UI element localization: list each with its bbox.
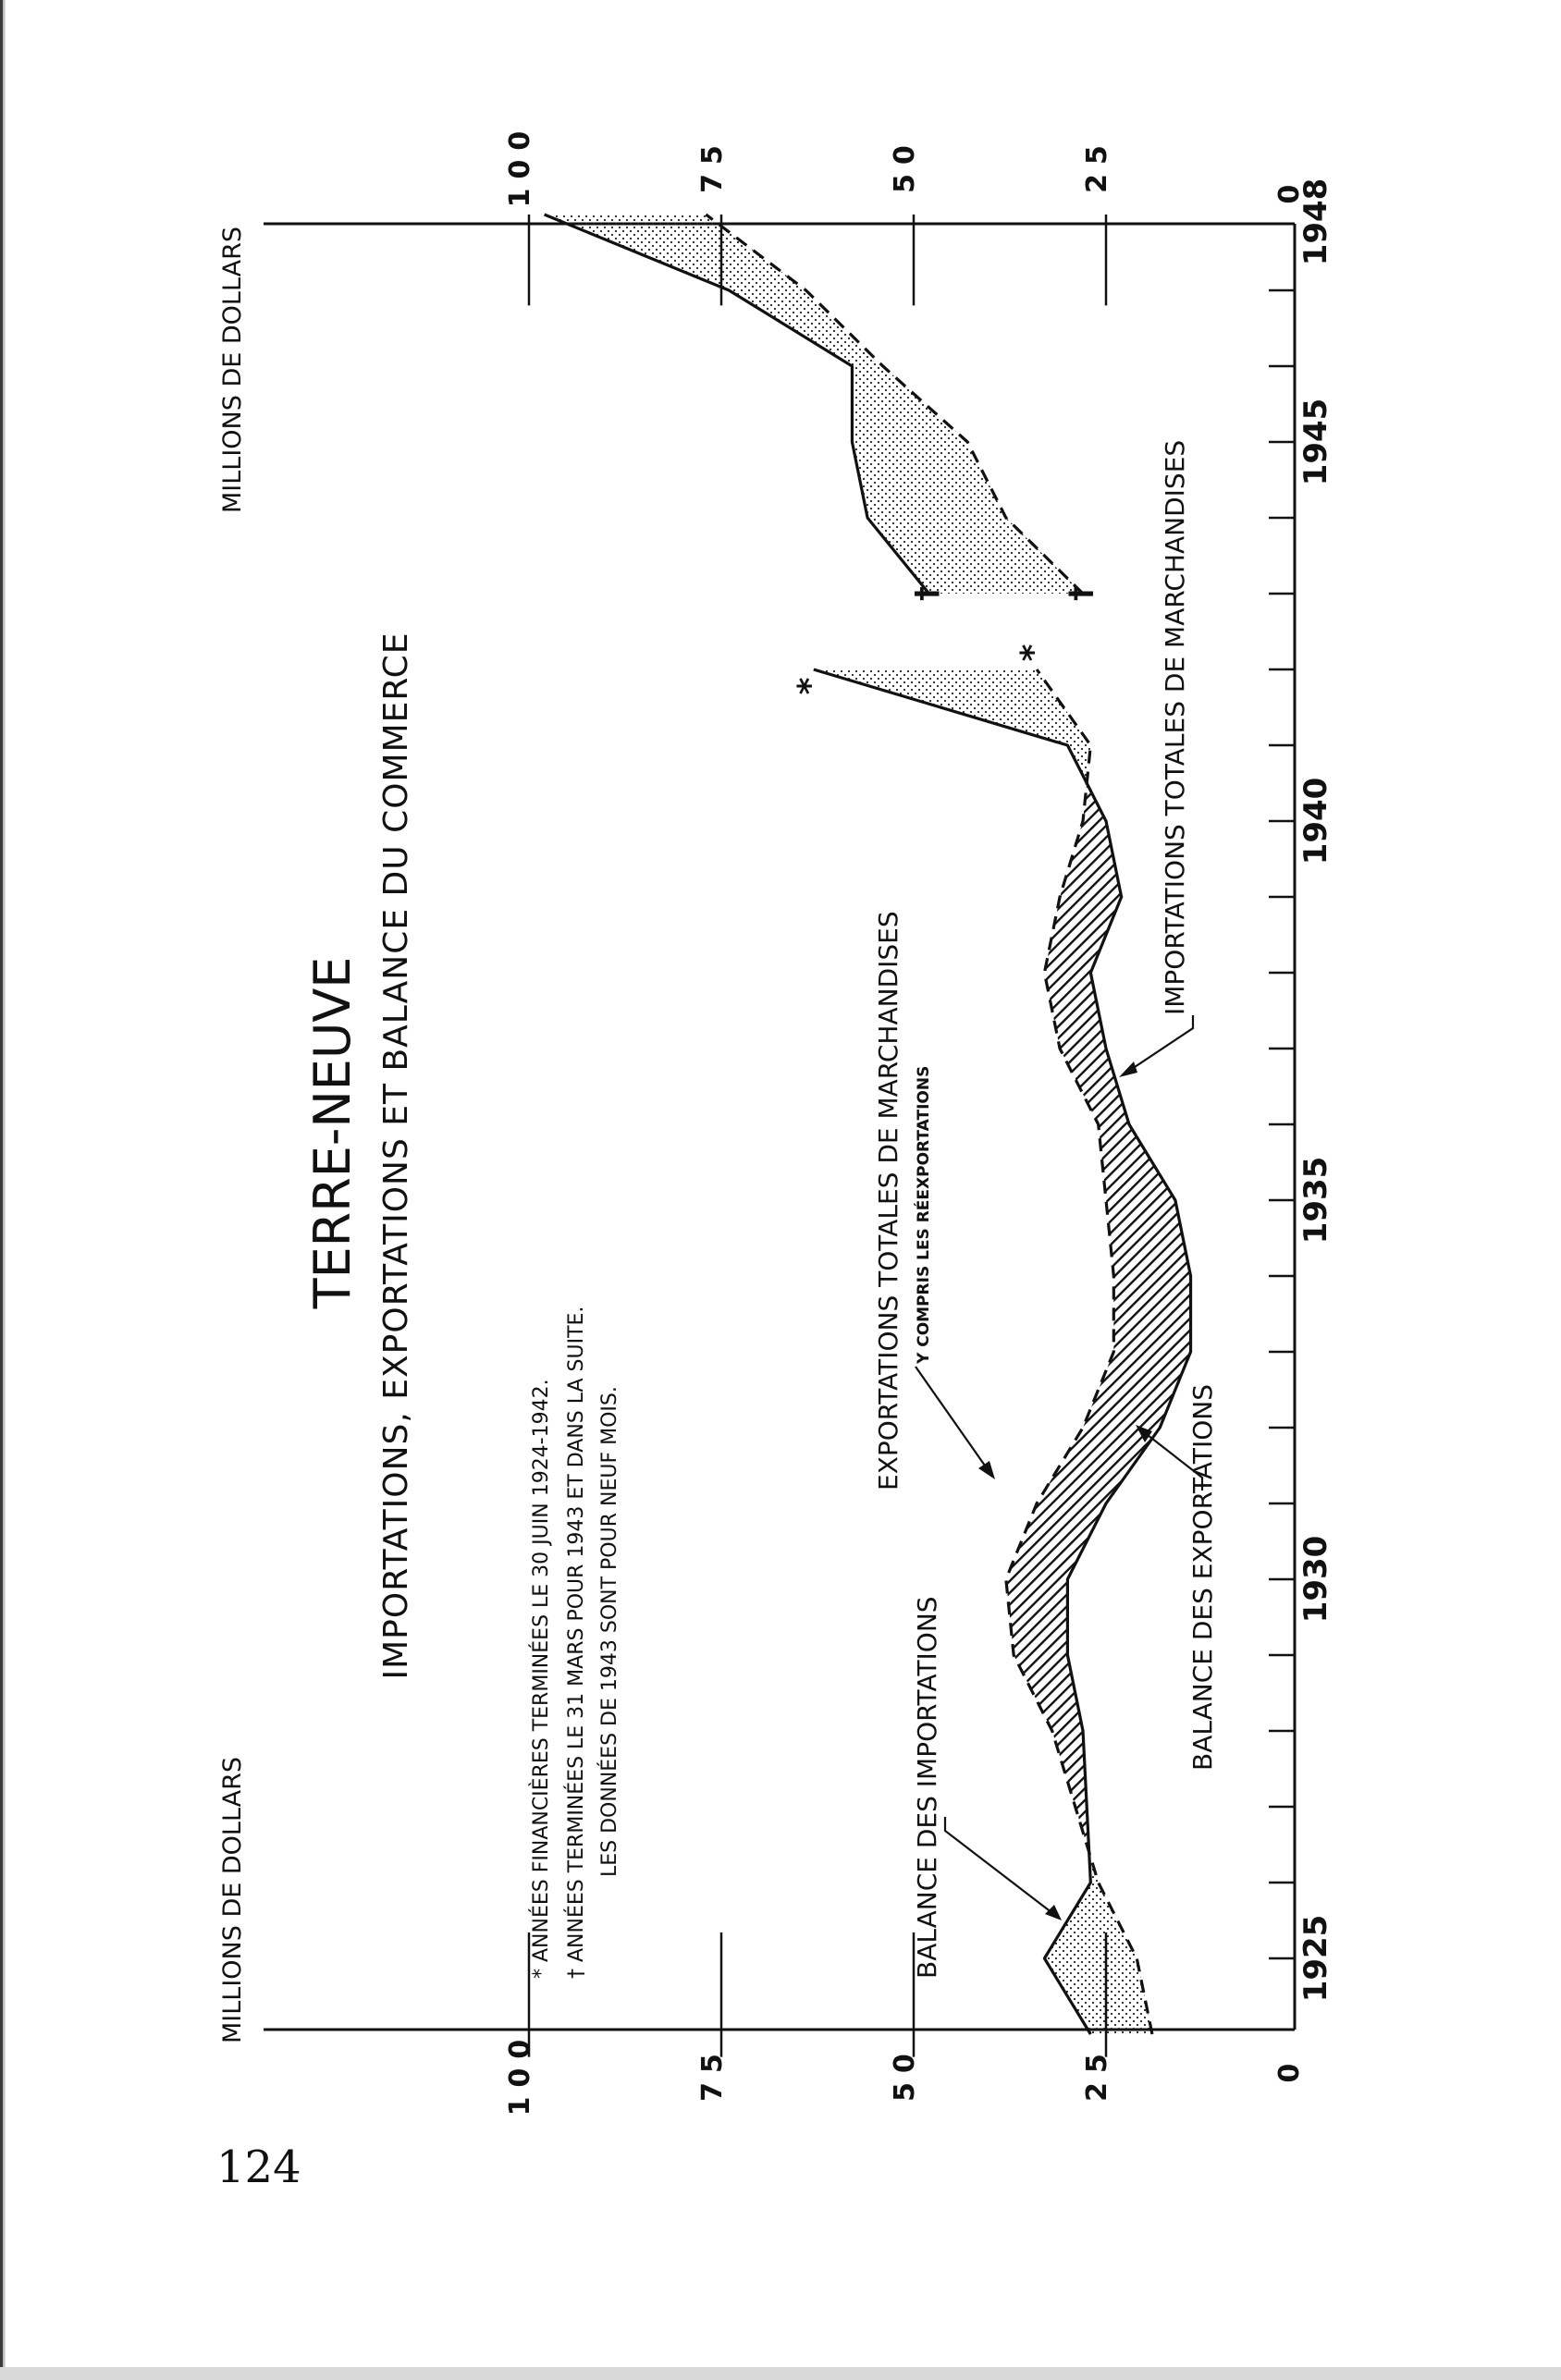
leader-balance-imports (945, 1817, 1056, 1916)
arrowhead-exports (978, 1461, 995, 1479)
exports-series-sublabel: Y COMPRIS LES RÉEXPORTATIONS (915, 1065, 933, 1364)
leader-exports (916, 1367, 991, 1475)
x-tick-label-1935: 1935 (1297, 1156, 1334, 1245)
note-marker-0: * (791, 677, 830, 695)
balance-fill-exports-0-8-0 (1113, 1276, 1190, 1352)
y-tick-label-75-right: 75 (696, 136, 729, 193)
balance-fills (545, 215, 1191, 2034)
balance-fill-imports-1-4-0 (545, 215, 806, 290)
balance-fill-exports-0-6-0 (1037, 1428, 1160, 1503)
chart-subtitle: IMPORTATIONS, EXPORTATIONS ET BALANCE DU COMMERCE (377, 632, 415, 1680)
note-line-3: LES DONNÉES DE 1943 SONT POUR NEUF MOIS. (598, 1386, 621, 1877)
page-number: 124 (216, 2141, 301, 2193)
note-line-1: * ANNÉES FINANCIÈRES TERMINÉES LE 30 JUIN 1924-1942. (530, 1379, 553, 1979)
balance-fill-imports-1-2-0 (852, 366, 967, 442)
note-marker-1: * (1014, 644, 1053, 662)
x-tick-label-1945: 1945 (1297, 398, 1334, 486)
notes (529, 1307, 621, 1979)
y-tick-label-75-left: 75 (696, 2044, 729, 2102)
balance-fill-exports-0-3-0 (1014, 1655, 1083, 1731)
chart-title: TERRE-NEUVE (303, 956, 362, 1309)
y-axis-title-left: MILLIONS DE DOLLARS (218, 1756, 247, 2044)
balance-fill-exports-0-4-0 (1006, 1579, 1068, 1655)
value-axis-left (218, 1757, 1306, 2116)
arrowhead-imports (1119, 1061, 1137, 1077)
y-tick-label-25-right: 25 (1081, 136, 1113, 193)
note-marker-3: † (1063, 586, 1099, 601)
plot-frame (264, 224, 1295, 2030)
exports-series-label: EXPORTATIONS TOTALES DE MARCHANDISES (873, 911, 903, 1491)
balance-fill-exports-0-13-0 (1044, 897, 1121, 973)
y-axis-title-right: MILLIONS DE DOLLARS (218, 226, 247, 514)
balance-fill-imports-1-3-0 (729, 290, 882, 366)
x-tick-label-1940: 1940 (1297, 777, 1334, 865)
y-tick-label-0-left: 0 (1273, 2063, 1306, 2083)
y-tick-label-100-left: 100 (504, 2030, 536, 2116)
note-line-2: † ANNÉES TERMINÉES LE 31 MARS POUR 1943 ET DANS LA SUITE. (565, 1306, 588, 1979)
year-ticks (1269, 290, 1295, 1958)
balance-fill-exports-0-12-0 (1044, 973, 1106, 1049)
arrowhead-balance-imports (1045, 1905, 1062, 1920)
balance-fill-imports-0-0-0 (1044, 1958, 1151, 2034)
x-tick-label-1925: 1925 (1297, 1914, 1334, 2003)
value-axis-right (218, 122, 1306, 513)
balance-fill-imports-1-1-0 (852, 442, 1005, 518)
y-tick-label-25-left: 25 (1081, 2044, 1113, 2102)
x-tick-label-1930: 1930 (1297, 1535, 1334, 1624)
imports-series-label: IMPORTATIONS TOTALES DE MARCHANDISES (1160, 439, 1190, 1015)
y-tick-label-0-right: 0 (1273, 184, 1306, 204)
y-tick-label-50-left: 50 (889, 2044, 921, 2102)
balance-exports-label: BALANCE DES EXPORTATIONS (1187, 1383, 1218, 1771)
balance-imports-label: BALANCE DES IMPORTATIONS (912, 1596, 942, 1979)
balance-fill-imports-0-1-0 (1044, 1883, 1137, 1958)
y-tick-label-100-right: 100 (504, 121, 536, 208)
year-axis-labels (1297, 178, 1334, 2003)
y-tick-label-50-right: 50 (889, 136, 921, 193)
note-marker-2: † (908, 586, 944, 601)
x-tick-label-1948: 1948 (1297, 178, 1334, 266)
balance-fill-exports-0-14-0 (1060, 821, 1122, 897)
